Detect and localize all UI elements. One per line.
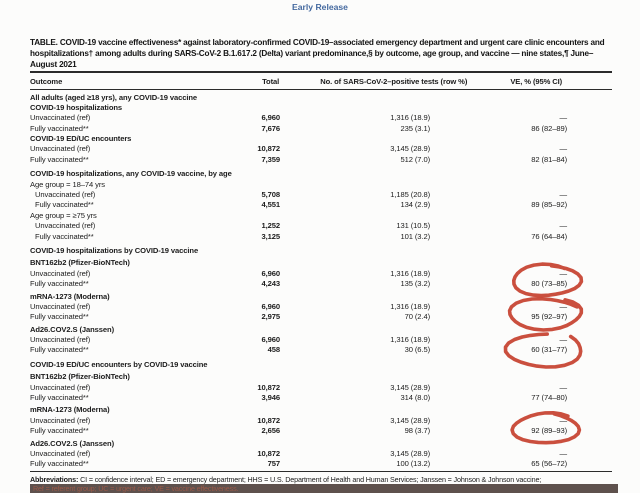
cutoff-redaction-bar bbox=[30, 484, 618, 493]
table-section-row bbox=[30, 103, 612, 113]
outcome-cell: Unvaccinated (ref) bbox=[35, 190, 96, 200]
tests-cell bbox=[280, 372, 430, 382]
column-header-ve: VE, % (95% CI) bbox=[510, 77, 563, 86]
tests-cell: 135 (3.2) bbox=[400, 279, 430, 289]
table-section-row bbox=[30, 258, 612, 268]
total-cell: 458 bbox=[267, 345, 280, 355]
ve-cell bbox=[430, 405, 612, 415]
table-row bbox=[30, 144, 612, 154]
total-cell: 3,125 bbox=[261, 231, 280, 241]
ve-cell bbox=[430, 93, 612, 103]
outcome-cell: Fully vaccinated** bbox=[30, 345, 89, 355]
ve-cell bbox=[430, 258, 612, 268]
early-release-banner: Early Release bbox=[292, 2, 348, 12]
outcome-cell: Unvaccinated (ref) bbox=[30, 382, 91, 392]
ve-cell: — bbox=[559, 301, 567, 311]
table-section-row bbox=[30, 360, 612, 370]
total-cell: 7,359 bbox=[261, 154, 280, 164]
outcome-cell: Ad26.COV2.S (Janssen) bbox=[30, 324, 114, 334]
total-cell: 10,872 bbox=[257, 415, 280, 425]
total-cell: 4,243 bbox=[261, 279, 280, 289]
total-cell bbox=[225, 292, 280, 302]
tests-cell bbox=[280, 180, 430, 190]
ve-cell: — bbox=[559, 415, 567, 425]
outcome-cell: Fully vaccinated** bbox=[30, 154, 89, 164]
ve-cell: 65 (56–72) bbox=[531, 459, 567, 469]
total-cell bbox=[225, 439, 280, 449]
outcome-cell: Unvaccinated (ref) bbox=[30, 449, 91, 458]
ve-cell: 60 (31–77) bbox=[531, 345, 567, 355]
outcome-cell: Fully vaccinated** bbox=[30, 426, 89, 436]
tests-cell bbox=[280, 211, 430, 221]
ve-cell: — bbox=[559, 113, 567, 123]
outcome-cell: COVID-19 hospitalizations by COVID-19 vaccine bbox=[30, 245, 199, 255]
abbreviations-text-line2: Ref = referent group; UC = urgent care; VE = vaccine effectiveness. bbox=[33, 484, 239, 493]
ve-cell: — bbox=[559, 268, 567, 278]
total-cell bbox=[225, 180, 280, 190]
total-cell: 2,975 bbox=[261, 312, 280, 322]
outcome-cell: mRNA-1273 (Moderna) bbox=[30, 291, 110, 301]
column-header-outcome: Outcome bbox=[30, 77, 63, 86]
tests-cell: 1,316 (18.9) bbox=[390, 113, 430, 123]
table-row bbox=[30, 459, 612, 469]
outcome-cell: Unvaccinated (ref) bbox=[30, 144, 91, 154]
ve-cell: 77 (74–80) bbox=[531, 393, 567, 403]
total-cell bbox=[225, 258, 280, 268]
table-row bbox=[30, 302, 612, 312]
table-row bbox=[30, 221, 612, 231]
outcome-cell: Age group = 18–74 yrs bbox=[30, 179, 105, 189]
table-row bbox=[30, 416, 612, 426]
table-row bbox=[30, 312, 612, 322]
total-cell: 10,872 bbox=[257, 144, 280, 154]
rule-below-header bbox=[30, 89, 612, 90]
table-row bbox=[30, 269, 612, 279]
table-row bbox=[30, 279, 612, 289]
total-cell bbox=[225, 134, 280, 144]
table-section-row bbox=[30, 405, 612, 415]
table-row bbox=[30, 232, 612, 242]
outcome-cell: COVID-19 ED/UC encounters bbox=[30, 134, 132, 144]
tests-cell bbox=[280, 246, 430, 256]
total-cell bbox=[225, 93, 280, 103]
outcome-cell: Fully vaccinated** bbox=[30, 459, 89, 469]
total-cell: 10,872 bbox=[257, 382, 280, 392]
tests-cell: 131 (10.5) bbox=[396, 221, 430, 231]
table-section-row bbox=[30, 169, 612, 179]
outcome-cell: Fully vaccinated** bbox=[30, 279, 89, 289]
column-header-positive-tests: No. of SARS-CoV-2–positive tests (row %) bbox=[320, 77, 468, 86]
total-cell: 3,946 bbox=[261, 393, 280, 403]
total-cell bbox=[225, 325, 280, 335]
table-row bbox=[30, 449, 612, 459]
table-row bbox=[30, 335, 612, 345]
table-row bbox=[30, 426, 612, 436]
outcome-cell: Fully vaccinated** bbox=[30, 123, 89, 133]
tests-cell: 98 (3.7) bbox=[404, 426, 430, 436]
ve-cell bbox=[430, 360, 612, 370]
outcome-cell: BNT162b2 (Pfizer-BioNTech) bbox=[30, 258, 130, 268]
abbreviations-footnote bbox=[30, 475, 618, 485]
table-row bbox=[30, 383, 612, 393]
total-cell: 2,656 bbox=[261, 426, 280, 436]
tests-cell: 3,145 (28.9) bbox=[390, 144, 430, 154]
tests-cell bbox=[280, 325, 430, 335]
tests-cell bbox=[280, 169, 430, 179]
tests-cell bbox=[280, 360, 430, 370]
ve-cell: 80 (73–85) bbox=[531, 279, 567, 289]
outcome-cell: mRNA-1273 (Moderna) bbox=[30, 405, 110, 415]
ve-cell bbox=[430, 439, 612, 449]
rule-above-footnotes bbox=[30, 471, 612, 472]
outcome-cell: Unvaccinated (ref) bbox=[30, 335, 91, 345]
total-cell bbox=[225, 211, 280, 221]
ve-cell: — bbox=[559, 382, 567, 392]
total-cell: 7,676 bbox=[261, 123, 280, 133]
abbreviations-label: Abbreviations: bbox=[30, 474, 79, 484]
ve-cell: — bbox=[559, 221, 567, 231]
total-cell: 6,960 bbox=[261, 335, 280, 345]
outcome-cell: Age group = ≥75 yrs bbox=[30, 210, 97, 220]
outcome-cell: Fully vaccinated** bbox=[30, 393, 89, 403]
outcome-cell: Ad26.COV2.S (Janssen) bbox=[30, 438, 114, 448]
ve-cell bbox=[430, 169, 612, 179]
table-section-row bbox=[30, 180, 612, 190]
tests-cell: 3,145 (28.9) bbox=[390, 415, 430, 425]
total-cell: 6,960 bbox=[261, 301, 280, 311]
total-cell: 6,960 bbox=[261, 268, 280, 278]
outcome-cell: All adults (aged ≥18 yrs), any COVID-19 vaccine bbox=[30, 92, 198, 102]
ve-cell bbox=[430, 103, 612, 113]
table-section-row bbox=[30, 439, 612, 449]
table-section-row bbox=[30, 211, 612, 221]
tests-cell: 1,316 (18.9) bbox=[390, 301, 430, 311]
total-cell: 1,252 bbox=[261, 221, 280, 231]
table-row bbox=[30, 393, 612, 403]
tests-cell: 134 (2.9) bbox=[400, 200, 430, 210]
ve-cell: 92 (89–93) bbox=[531, 426, 567, 436]
table-title: TABLE. COVID-19 vaccine effectiveness* against laboratory-confirmed COVID-19–associated emergency department and urgent care clinic encounters and hospitalizations† among adults during SARS-CoV-2 B.1.617.2 (Delta) variant predominance,§ by outcome, age group, and vaccine — nine states,¶ June–August 2021 bbox=[30, 38, 605, 69]
total-cell: 4,551 bbox=[261, 200, 280, 210]
abbreviations-text: CI = confidence interval; ED = emergency department; HHS = U.S. Department of Health and Human Services; Janssen = Johnson & Johnson vaccine; bbox=[78, 474, 542, 484]
table-row bbox=[30, 113, 612, 123]
ve-cell bbox=[430, 246, 612, 256]
table-section-row bbox=[30, 292, 612, 302]
tests-cell: 512 (7.0) bbox=[400, 154, 430, 164]
table-section-row bbox=[30, 372, 612, 382]
outcome-cell: Unvaccinated (ref) bbox=[30, 415, 91, 425]
outcome-cell: BNT162b2 (Pfizer-BioNTech) bbox=[30, 372, 130, 382]
table-row bbox=[30, 200, 612, 210]
total-cell bbox=[225, 372, 280, 382]
ve-cell: 76 (64–84) bbox=[531, 231, 567, 241]
table-row bbox=[30, 124, 612, 134]
tests-cell: 1,185 (20.8) bbox=[390, 190, 430, 200]
tests-cell: 70 (2.4) bbox=[404, 312, 430, 322]
outcome-cell: COVID-19 hospitalizations bbox=[30, 102, 123, 112]
ve-cell bbox=[430, 372, 612, 382]
tests-cell: 3,145 (28.9) bbox=[390, 449, 430, 458]
tests-cell bbox=[280, 103, 430, 113]
tests-cell: 1,316 (18.9) bbox=[390, 335, 430, 345]
ve-cell: — bbox=[559, 190, 567, 200]
total-cell bbox=[225, 360, 280, 370]
outcome-cell: COVID-19 ED/UC encounters by COVID-19 vaccine bbox=[30, 359, 208, 369]
table-section-row bbox=[30, 246, 612, 256]
total-cell: 5,708 bbox=[261, 190, 280, 200]
ve-cell: — bbox=[559, 144, 567, 154]
table-row bbox=[30, 345, 612, 355]
outcome-cell: Unvaccinated (ref) bbox=[35, 221, 96, 231]
tests-cell: 314 (8.0) bbox=[400, 393, 430, 403]
ve-cell: — bbox=[559, 449, 567, 458]
column-header-total: Total bbox=[262, 77, 280, 86]
tests-cell bbox=[280, 258, 430, 268]
tests-cell bbox=[280, 439, 430, 449]
outcome-cell: Unvaccinated (ref) bbox=[30, 268, 91, 278]
table-section-row bbox=[30, 325, 612, 335]
total-cell bbox=[225, 405, 280, 415]
tests-cell: 101 (3.2) bbox=[400, 231, 430, 241]
ve-cell bbox=[430, 325, 612, 335]
table-row bbox=[30, 155, 612, 165]
ve-cell: 82 (81–84) bbox=[531, 154, 567, 164]
tests-cell: 30 (6.5) bbox=[404, 345, 430, 355]
total-cell bbox=[225, 169, 280, 179]
ve-cell: 86 (82–89) bbox=[531, 123, 567, 133]
tests-cell: 3,145 (28.9) bbox=[390, 382, 430, 392]
total-cell: 757 bbox=[267, 459, 280, 469]
outcome-cell: Fully vaccinated** bbox=[35, 200, 94, 210]
tests-cell bbox=[280, 405, 430, 415]
tests-cell: 100 (13.2) bbox=[396, 459, 430, 469]
table-section-row bbox=[30, 93, 612, 103]
tests-cell bbox=[280, 93, 430, 103]
total-cell: 10,872 bbox=[257, 449, 280, 458]
tests-cell: 235 (3.1) bbox=[400, 123, 430, 133]
tests-cell bbox=[280, 292, 430, 302]
ve-cell: 95 (92–97) bbox=[531, 312, 567, 322]
table-section-row bbox=[30, 134, 612, 144]
total-cell bbox=[225, 103, 280, 113]
outcome-cell: COVID-19 hospitalizations, any COVID-19 vaccine, by age bbox=[30, 169, 232, 179]
total-cell: 6,960 bbox=[261, 113, 280, 123]
rule-below-title bbox=[30, 71, 612, 73]
outcome-cell: Fully vaccinated** bbox=[35, 231, 94, 241]
ve-cell: 89 (85–92) bbox=[531, 200, 567, 210]
ve-cell: — bbox=[559, 335, 567, 345]
outcome-cell: Unvaccinated (ref) bbox=[30, 301, 91, 311]
total-cell bbox=[225, 246, 280, 256]
tests-cell: 1,316 (18.9) bbox=[390, 268, 430, 278]
table-header-row bbox=[30, 74, 612, 89]
ve-cell bbox=[430, 292, 612, 302]
table-body bbox=[30, 93, 612, 470]
outcome-cell: Fully vaccinated** bbox=[30, 312, 89, 322]
ve-cell bbox=[430, 134, 612, 144]
table-row bbox=[30, 190, 612, 200]
ve-cell bbox=[430, 180, 612, 190]
ve-cell bbox=[430, 211, 612, 221]
outcome-cell: Unvaccinated (ref) bbox=[30, 113, 91, 123]
tests-cell bbox=[280, 134, 430, 144]
